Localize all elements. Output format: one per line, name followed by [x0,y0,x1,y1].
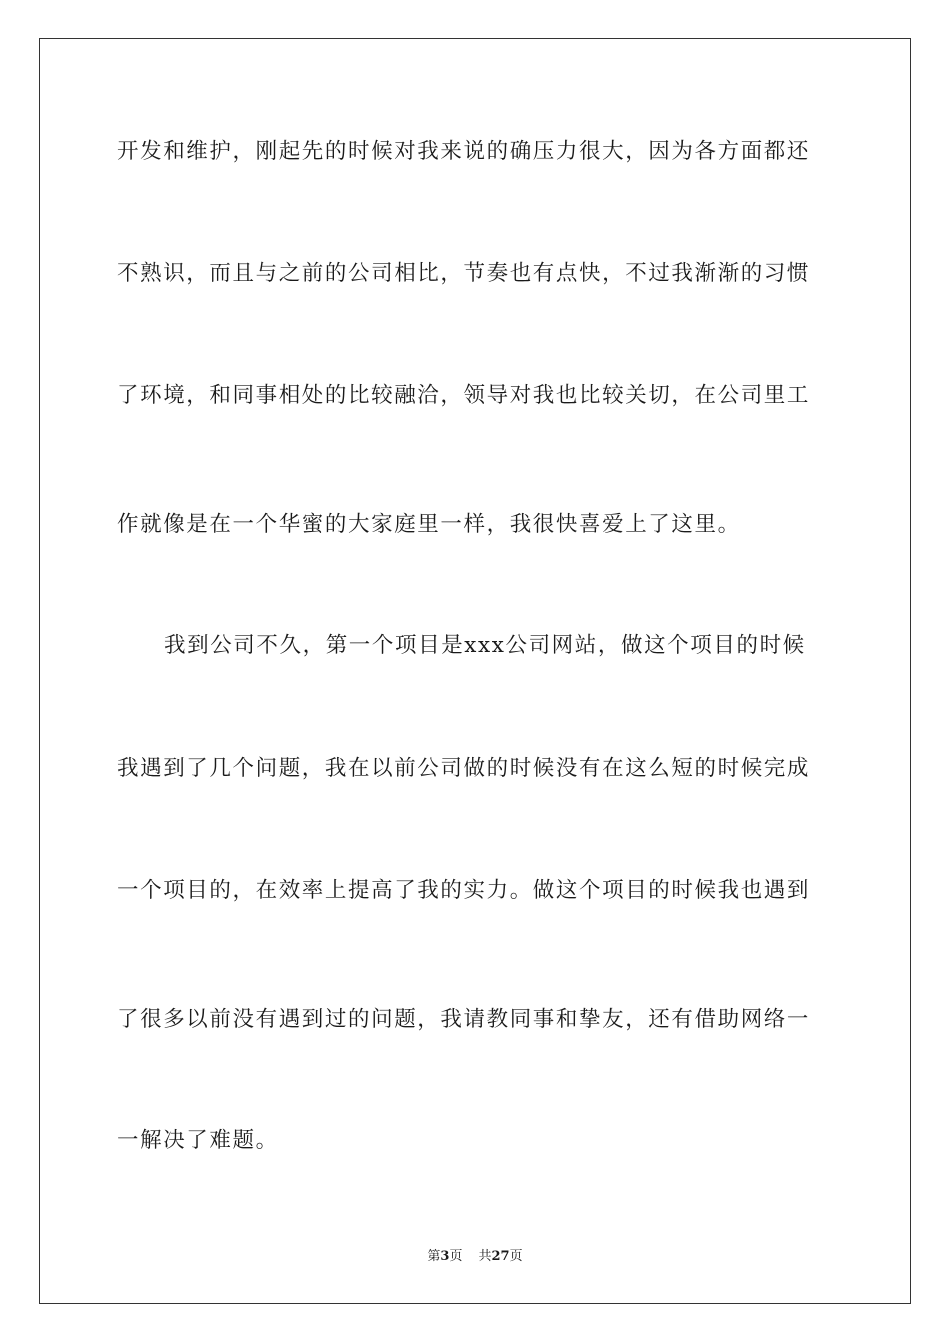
body-text-line: 不熟识，而且与之前的公司相比，节奏也有点快，不过我渐渐的习惯 [117,261,811,286]
body-text-line: 了很多以前没有遇到过的问题，我请教同事和挚友，还有借助网络一 [117,1007,811,1032]
total-suffix: 页 [509,1249,523,1264]
page-frame [39,38,911,1304]
paragraph-first-line: 我到公司不久，第一个项目是xxx公司网站，做这个项目的时候 [164,633,806,658]
body-text-line: 我遇到了几个问题，我在以前公司做的时候没有在这么短的时候完成 [117,756,811,781]
page-current-number: 3 [440,1249,450,1264]
total-prefix: 共 [478,1249,492,1264]
page-footer [0,1248,950,1266]
body-text-line: 开发和维护，刚起先的时候对我来说的确压力很大，因为各方面都还 [117,139,811,164]
body-text-line: 了环境，和同事相处的比较融洽，领导对我也比较关切，在公司里工 [117,383,811,408]
page-suffix: 页 [449,1249,463,1264]
body-text-line: 作就像是在一个华蜜的大家庭里一样，我很快喜爱上了这里。 [117,512,741,537]
page-prefix: 第 [427,1249,441,1264]
page-total-number: 27 [491,1249,510,1264]
body-text-line: 一解决了难题。 [117,1128,279,1153]
body-text-line: 一个项目的，在效率上提高了我的实力。做这个项目的时候我也遇到 [117,878,811,903]
